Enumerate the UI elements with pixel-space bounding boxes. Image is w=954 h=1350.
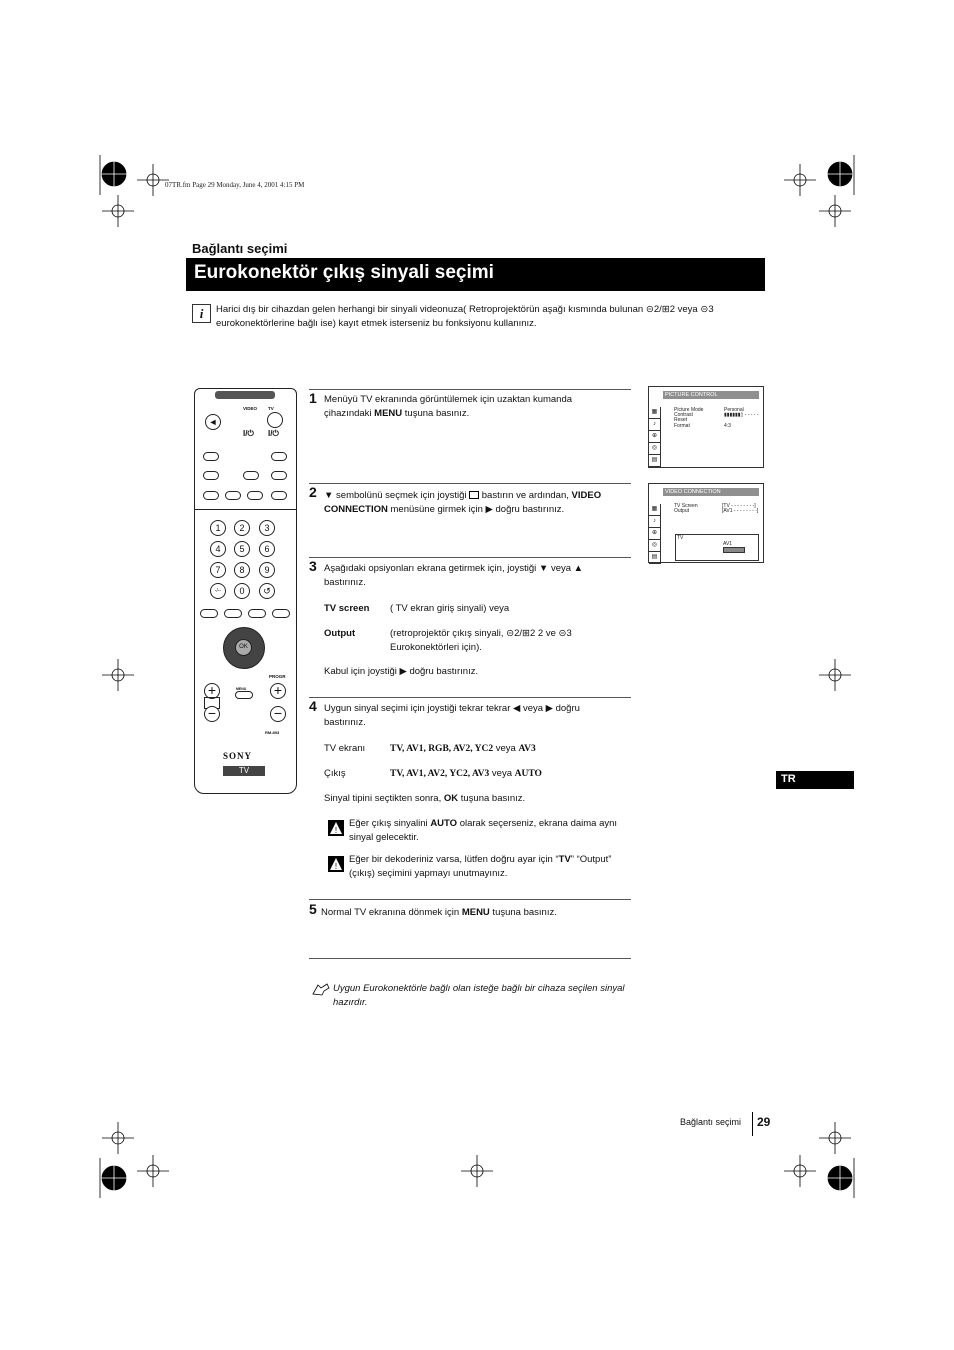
warning-icon [328,820,344,836]
ir-window [215,391,275,399]
step-1-number: 1 [309,390,317,406]
hand-note-icon [312,982,330,996]
power-button [267,412,283,428]
section-title: Bağlantı seçimi [192,241,288,256]
page-number: 29 [757,1115,771,1129]
language-tab: TR [776,771,854,789]
page-title: Eurokonektör çıkış sinyali seçimi [194,262,494,283]
step-2-text: ▼ sembolünü seçmek için joystiği bastırın ve ardından, VIDEO CONNECTION menüsüne girmek için ▶ doğru bastırınız. [324,490,602,515]
file-header: 07TR.fm Page 29 Monday, June 4, 2001 4:15 PM [165,181,305,189]
note-text: Uygun Eurokonektörle bağlı olan isteğe bağlı bir cihaza seçilen sinyal hazırdır. [333,983,625,1008]
svg-text:!: ! [334,826,338,835]
picture-control-osd: PICTURE CONTROL ▦ ♪ ⊕ ◎ ▤ Picture Mode Personal Contrast ▮▮▮▮▮▮▯ - - - - - Reset Format 4:3 [648,386,764,468]
mute-button: ◄ [205,414,221,430]
step-1-text: Menüyü TV ekranında görüntülemek için uzaktan kumanda çihazındaki MENU tuşuna basınız. [324,394,573,419]
step-3-number: 3 [309,558,317,574]
video-connection-osd: VIDEO CONNECTION ▦ ♪ ⊕ ◎ ▤ TV Screen [TV - - - - - - - -] Output [AV1 - - - - - - - -] TV AV1 [648,483,764,563]
warning-decoder-text: Eğer bir dekoderiniz varsa, lütfen doğru ayar için “TV” “Output” (çıkış) seçimini yapmayı unutmayınız. [349,854,612,879]
title-bar [186,258,765,291]
footer-section: Bağlantı seçimi [680,1117,742,1127]
remote-control-illustration: VIDEO TV ◄ I/⏻ I/⏻ 1 2 3 4 5 6 7 8 9 -/-- 0 ↺ OK PROGR + − + − MENU RM-893 SONY TV [194,388,297,794]
step-2-number: 2 [309,484,317,500]
step-5-number: 5 [309,901,317,917]
warning-icon [328,856,344,872]
step-5-text: Normal TV ekranına dönmek için MENU tuşuna basınız. [321,907,557,918]
joystick-icon [469,491,479,499]
step-4-number: 4 [309,698,317,714]
step-3-text: Aşağıdaki opsiyonları ekrana getirmek için, joystiği ▼ veya ▲ bastırınız. [324,563,584,588]
step-4-text: Uygun sinyal seçimi için joystiği tekrar tekrar ◀ veya ▶ doğru bastırınız. [324,703,580,728]
svg-text:!: ! [334,862,338,871]
warning-auto-text: Eğer çıkış sinyalini AUTO olarak seçerseniz, ekrana daima aynı sinyal gelecektir. [349,818,618,843]
intro-text: Harici dış bir cihazdan gelen herhangi bir sinyali videonuza( Retroprojektörün aşağı kısmında bulunan ⊝2/⊞2 veya ⊝3 eurokonektörlerine bağlı ise) kayıt etmek isterseniz bu fonksiyonu kullanınız. [216,304,714,329]
info-icon: i [192,304,211,323]
